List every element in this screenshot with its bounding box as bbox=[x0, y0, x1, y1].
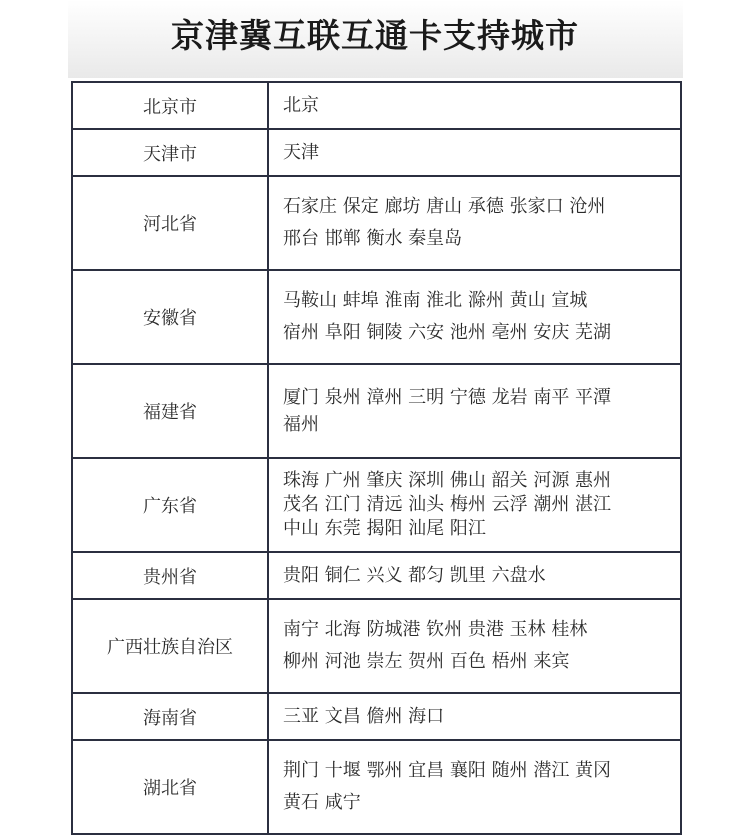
table-row bbox=[72, 740, 681, 834]
city-list-line: 宿州 阜阳 铜陵 六安 池州 亳州 安庆 芜湖 bbox=[283, 322, 612, 343]
cities-cell bbox=[268, 693, 681, 740]
province-cell: 贵州省 bbox=[72, 552, 268, 599]
cities-cell bbox=[268, 552, 681, 599]
city-list-line: 三亚 文昌 儋州 海口 bbox=[283, 705, 445, 727]
table-row bbox=[72, 82, 681, 129]
city-list-line: 柳州 河池 崇左 贺州 百色 梧州 来宾 bbox=[283, 651, 570, 672]
cities-cell bbox=[268, 82, 681, 129]
table-row bbox=[72, 129, 681, 176]
province-cell: 北京市 bbox=[72, 82, 268, 129]
cities-cell bbox=[268, 270, 681, 364]
province-cell: 广东省 bbox=[72, 458, 268, 552]
page-title: 京津冀互联互通卡支持城市 bbox=[171, 16, 579, 55]
city-list-line: 天津 bbox=[283, 141, 319, 163]
table-row bbox=[72, 270, 681, 364]
city-list-line: 黄石 咸宁 bbox=[283, 792, 361, 813]
table-row bbox=[72, 599, 681, 693]
city-list-line: 南宁 北海 防城港 钦州 贵港 玉林 桂林 bbox=[283, 619, 588, 640]
city-list-line: 石家庄 保定 廊坊 唐山 承德 张家口 沧州 bbox=[283, 196, 606, 217]
table-row bbox=[72, 693, 681, 740]
city-list-line: 厦门 泉州 漳州 三明 宁德 龙岩 南平 平潭 bbox=[283, 387, 612, 408]
province-cell: 湖北省 bbox=[72, 740, 268, 834]
table-row bbox=[72, 364, 681, 458]
city-table bbox=[71, 81, 682, 835]
city-list-line: 中山 东莞 揭阳 汕尾 阳江 bbox=[283, 518, 486, 539]
city-list-line: 荆门 十堰 鄂州 宜昌 襄阳 随州 潜江 黄冈 bbox=[283, 760, 612, 781]
province-cell: 安徽省 bbox=[72, 270, 268, 364]
city-list-line: 珠海 广州 肇庆 深圳 佛山 韶关 河源 惠州 bbox=[283, 470, 612, 491]
cities-cell bbox=[268, 176, 681, 270]
table-row bbox=[72, 552, 681, 599]
province-cell: 福建省 bbox=[72, 364, 268, 458]
table-row bbox=[72, 176, 681, 270]
province-cell: 河北省 bbox=[72, 176, 268, 270]
table-row bbox=[72, 458, 681, 552]
province-cell: 海南省 bbox=[72, 693, 268, 740]
city-list-line: 福州 bbox=[283, 414, 319, 435]
cities-cell bbox=[268, 599, 681, 693]
city-list-line: 马鞍山 蚌埠 淮南 淮北 滁州 黄山 宣城 bbox=[283, 290, 588, 311]
province-cell: 广西壮族自治区 bbox=[72, 599, 268, 693]
city-list-line: 茂名 江门 清远 汕头 梅州 云浮 潮州 湛江 bbox=[283, 494, 612, 515]
city-list-line: 贵阳 铜仁 兴义 都匀 凯里 六盘水 bbox=[283, 564, 546, 586]
cities-cell bbox=[268, 129, 681, 176]
cities-cell bbox=[268, 740, 681, 834]
cities-cell bbox=[268, 458, 681, 552]
city-list-line: 邢台 邯郸 衡水 秦皇岛 bbox=[283, 228, 463, 249]
city-list-line: 北京 bbox=[283, 94, 319, 116]
province-cell: 天津市 bbox=[72, 129, 268, 176]
cities-cell bbox=[268, 364, 681, 458]
